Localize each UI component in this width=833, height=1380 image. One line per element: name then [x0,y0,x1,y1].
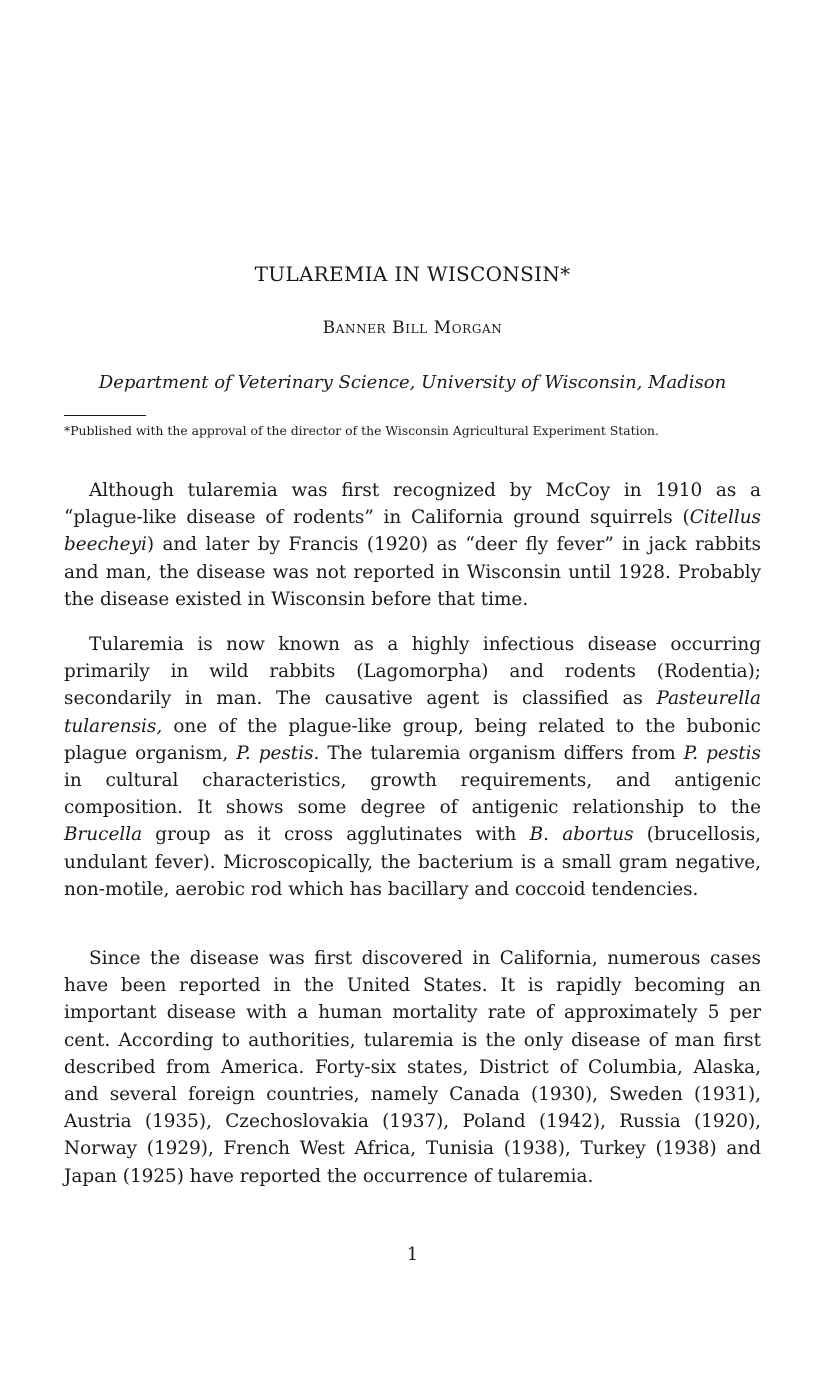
text-run: group as it cross agglutinates with [142,824,530,846]
text-run-italic: P. pestis [683,742,761,764]
article-title: TULAREMIA IN WISCONSIN* [254,262,571,286]
footnote-divider [64,415,146,416]
author-affiliation: Department of Veterinary Science, University of Wisconsin, Madison [98,372,727,393]
paragraph-1 [64,477,761,613]
page-number: 1 [406,1244,419,1265]
text-run: (brucellosis, undulant fever). Microscopically, the bacterium is a small gram negative, non-motile, aerobic rod which has bacillary and coccoid tendencies. [64,824,761,900]
text-run-italic: Pasteurella tularensis, [64,688,761,737]
text-run-italic: Citellus beecheyi [64,507,761,556]
text-run: in cultural characteristics, growth requirements, and antigenic composition. It shows some degree of antigenic relationship to the [64,770,761,819]
text-run: Although tularemia was first recognized by McCoy in 1910 as a “plague-like disease of rodents” in California ground squirrels ( [64,480,761,529]
text-run-italic: P. pestis. [236,742,320,764]
text-run: The tularemia organism differs from [319,742,684,764]
author-name: Banner Bill Morgan [322,318,503,338]
text-run: ) and later by Francis (1920) as “deer fly fever” in jack rabbits and man, the disease was not reported in Wisconsin until 1928. Probably the disease existed in Wisconsin before that time. [64,534,761,610]
text-run-italic: Brucella [64,824,143,846]
text-run: Tularemia is now known as a highly infectious disease occurring primarily in wild rabbits (Lagomorpha) and rodents (Rodentia); secondarily in man. The causative agent is classified as [64,634,761,710]
paragraph-3 [64,945,761,1190]
text-run-italic: B. abortus [529,824,634,846]
text-run: one of the plague-like group, being related to the bubonic plague organism, [64,715,761,764]
text-run: Since the disease was first discovered in California, numerous cases have been reported in the United States. It is rapidly becoming an important disease with a human mortality rate of approximately 5 per cent. According to authorities, tularemia is the only disease of man first described from America. Forty-six states, District of Columbia, Alaska, and several foreign countries, namely Canada (1930), Sweden (1931), Austria (1935), Czechoslovakia (1937), Poland (1942), Russia (1920), Norway (1929), French West Africa, Tunisia (1938), Turkey (1938) and Japan (1925) have reported the occurrence of tularemia. [64,948,761,1187]
paragraph-2 [64,631,761,903]
footnote: *Published with the approval of the director of the Wisconsin Agricultural Experiment Station. [64,423,659,438]
